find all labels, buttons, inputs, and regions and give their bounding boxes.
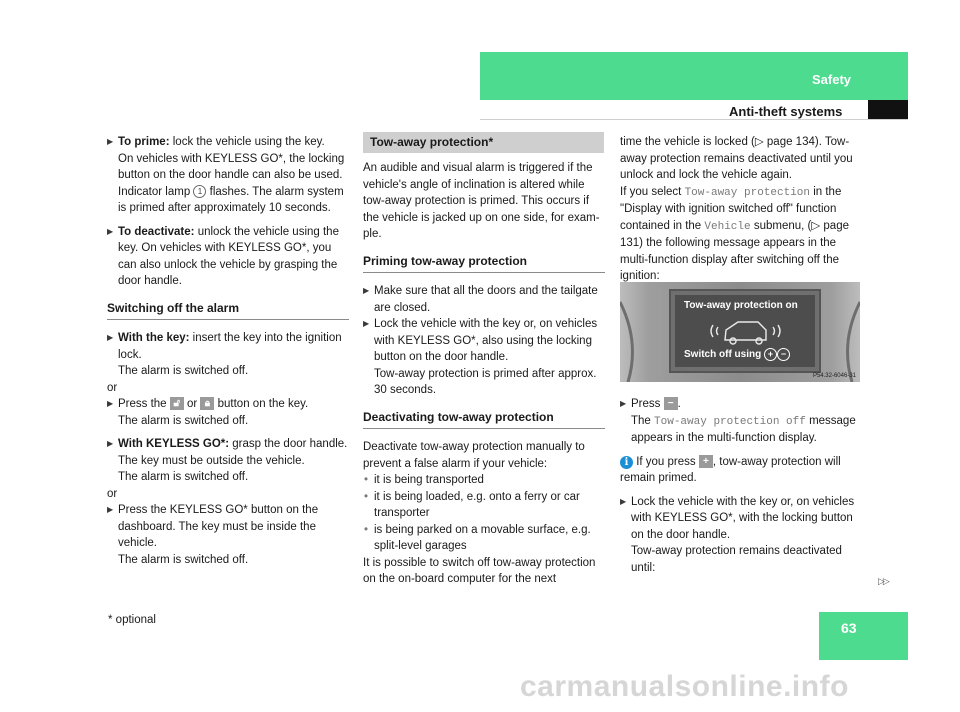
chapter-marker bbox=[868, 100, 908, 119]
prime-label: To prime: bbox=[118, 136, 170, 148]
section-tab-label: Safety bbox=[812, 72, 852, 87]
display-plus-icon: + bbox=[764, 348, 777, 361]
heading-deactivating: Deactivating tow-away protection bbox=[363, 409, 605, 430]
heading-priming: Priming tow-away protection bbox=[363, 253, 605, 274]
middle-column: An audible and visual alarm is triggered if the vehicle's angle of inclination is altered while tow-away protection is primed. This occurs if the vehicle is jacked up on one side, for example. Priming tow-away protection ▶ Make sure that all the doors and the tailgate are closed. ▶ Lock the vehicle with the key or, on vehicles with KEYLESS GO*, also using the locking button on the door handle. Tow-away protection is primed after approx. 30 seconds. Deactivating tow-away protection Deactivate tow-away protection manually to prevent a false alarm if your vehicle: • it is being transported • it is being loaded, e.g. onto a ferry or car transporter • is being parked on a movable surface, e.g. split-level garages It is possible to switch off tow-away protection on the on-board computer for the next bbox=[363, 160, 605, 588]
right-column-top: time the vehicle is locked (▷ page 134). Tow-away protection remains deactivated until you unlock and lock the vehicle again. If you select Tow-away protection in the "Display with ignition switched off" function contained in the Vehicle submenu, (▷ page 131) the following message appears in the multi-function display after switching off the ignition: bbox=[620, 136, 853, 282]
footnote: * optional bbox=[108, 614, 156, 626]
page-number: 63 bbox=[841, 620, 857, 636]
display-minus-icon: − bbox=[777, 348, 790, 361]
list-item: • it is being loaded, e.g. onto a ferry or car transporter bbox=[364, 490, 580, 519]
page-number-box bbox=[819, 612, 908, 660]
section-title: Tow-away protection* bbox=[370, 135, 494, 149]
lock-key-icon: 🔒︎ bbox=[200, 397, 214, 410]
list-item: • is being parked on a movable surface, e.g. split-level garages bbox=[364, 523, 591, 552]
left-column: ▶ To prime: lock the vehicle using the key. On vehicles with KEYLESS GO*, the locking button on the door handle can also be used. Indicator lamp 1 flashes. The alarm system is primed after approximately 10 seconds. ▶ To deactivate: unlock the vehicle using the key. On vehicles with KEYLESS GO*, you can also unlock the vehicle by grasping the door handle. Switching off the alarm ▶ With the key: insert the key into the ignition lock. The alarm is switched off. or ▶ Press the 🔓︎ or 🔒︎ button on the key. The alarm is switched off. ▶ With KEYLESS GO*: grasp the door handle. The key must be outside the vehicle. The alarm is switched off. or ▶ Press the KEYLESS GO* button on the dashboard. The key must be inside the vehicle. The alarm is switched off. bbox=[107, 134, 349, 568]
chapter-title: Anti-theft systems bbox=[729, 104, 843, 119]
multifunction-display-image bbox=[620, 282, 860, 382]
list-item: • it is being transported bbox=[364, 474, 484, 486]
watermark: carmanualsonline.info bbox=[520, 670, 849, 703]
plus-key-icon: + bbox=[699, 455, 713, 468]
heading-switching-off: Switching off the alarm bbox=[107, 300, 349, 321]
header-rule bbox=[480, 119, 908, 120]
image-caption: P54.32-6046-31 bbox=[812, 373, 856, 379]
display-bezel bbox=[620, 282, 860, 382]
unlock-key-icon: 🔓︎ bbox=[170, 397, 184, 410]
minus-key-icon: − bbox=[664, 397, 678, 410]
deactivate-label: To deactivate: bbox=[118, 225, 195, 238]
indicator-lamp-marker: 1 bbox=[193, 185, 206, 198]
right-column-bottom: ▶ Press − . The Tow-away protection off message appears in the multi-function display. i If you press + , tow-away protection will remain primed. ▶ Lock the vehicle with the key or, on vehicles with KEYLESS GO*, with the locking button on the door handle. Tow-away protection remains deactivated until: bbox=[620, 396, 860, 576]
display-switch-off-row: Switch off using + − bbox=[684, 348, 790, 361]
continue-icon: ▷▷ bbox=[878, 576, 888, 586]
display-title: Tow-away protection on bbox=[684, 300, 798, 311]
info-icon: i bbox=[620, 456, 633, 469]
